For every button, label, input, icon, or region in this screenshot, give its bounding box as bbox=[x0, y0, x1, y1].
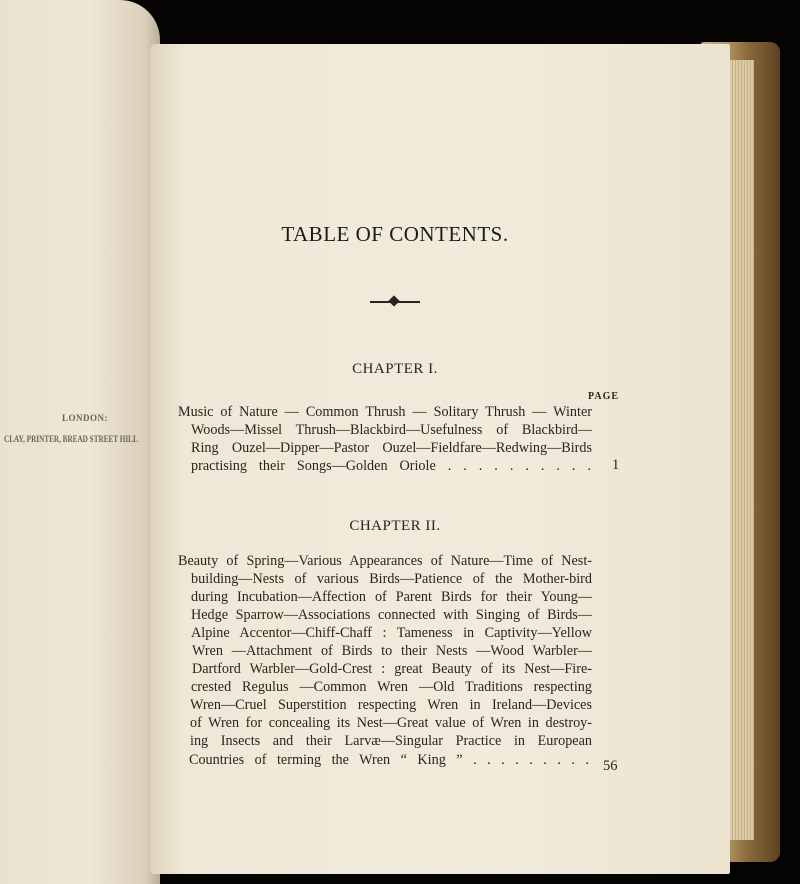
toc-line: of Wren for concealing its Nest—Great value of Wren in destroy- bbox=[190, 715, 592, 731]
toc-line: ing Insects and their Larvæ—Singular Practice in European bbox=[190, 733, 592, 749]
toc-line: Hedge Sparrow—Associations connected with Singing of Birds— bbox=[191, 607, 592, 623]
toc-line: Woods—Missel Thrush—Blackbird—Usefulness of Blackbird— bbox=[191, 422, 592, 438]
page-column-label: PAGE bbox=[588, 391, 620, 402]
page-title: TABLE OF CONTENTS. bbox=[281, 222, 509, 246]
ornament-divider bbox=[370, 301, 420, 303]
imprint-printer: CLAY, PRINTER, BREAD STREET HILL bbox=[4, 434, 138, 444]
toc-line: practising their Songs—Golden Oriole . . . . . . . . . . bbox=[191, 458, 591, 474]
toc-line: Beauty of Spring—Various Appearances of Nature—Time of Nest- bbox=[178, 553, 592, 569]
toc-line: Dartford Warbler—Gold-Crest : great Beauty of its Nest—Fire- bbox=[192, 661, 592, 677]
page-number: 1 bbox=[612, 457, 620, 473]
toc-line: Wren—Cruel Superstition respecting Wren in Ireland—Devices bbox=[190, 697, 592, 713]
toc-line: building—Nests of various Birds—Patience of the Mother-bird bbox=[191, 571, 592, 587]
toc-line: Wren —Attachment of Birds to their Nests —Wood Warbler— bbox=[192, 643, 592, 659]
toc-line: crested Regulus —Common Wren —Old Traditions respecting bbox=[191, 679, 592, 695]
toc-line: Alpine Accentor—Chiff-Chaff : Tameness in Captivity—Yellow bbox=[191, 625, 592, 641]
page-number: 56 bbox=[603, 758, 618, 774]
toc-line: Countries of terming the Wren “ King ” . . . . . . . . . bbox=[189, 752, 589, 768]
toc-line: Music of Nature — Common Thrush — Solitary Thrush — Winter bbox=[178, 404, 592, 420]
toc-line: during Incubation—Affection of Parent Birds for their Young— bbox=[191, 589, 592, 605]
chapter-1-heading: CHAPTER I. bbox=[352, 361, 438, 377]
toc-line: Ring Ouzel—Dipper—Pastor Ouzel—Fieldfare—Redwing—Birds bbox=[191, 440, 592, 456]
chapter-2-heading: CHAPTER II. bbox=[349, 518, 441, 534]
imprint-city: LONDON: bbox=[62, 413, 108, 423]
